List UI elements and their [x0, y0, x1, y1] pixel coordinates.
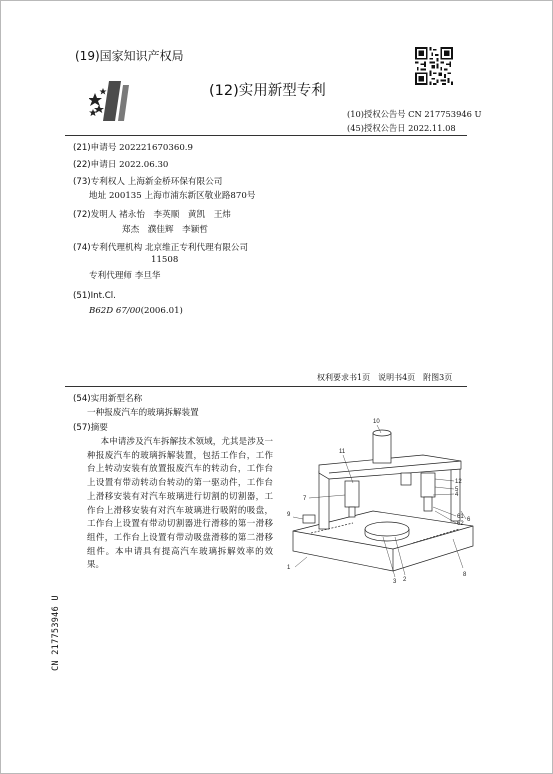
- publication-info: [347, 107, 482, 135]
- patentee-field: [73, 175, 222, 187]
- header-divider: [65, 135, 467, 136]
- utility-model-title: 一种报废汽车的玻璃拆解装置: [87, 408, 199, 418]
- field-label: (73)专利权人: [73, 177, 126, 187]
- inventors-field: [73, 208, 231, 220]
- field-label: (21)申请号: [73, 143, 117, 153]
- field-value: 褚永怡 李英顺 黄凯 王炜: [119, 210, 231, 220]
- field-label: (57)摘要: [73, 423, 108, 433]
- agency-field: [73, 241, 248, 253]
- figure-label-6: 6: [467, 517, 471, 523]
- field-value: 202221670360.9: [119, 143, 193, 153]
- doc-type-title: (12)实用新型专利: [209, 83, 326, 99]
- field-label: 地址: [89, 191, 107, 201]
- title-label: [73, 392, 142, 404]
- abstract-label: [73, 421, 108, 433]
- figure-label-61: 61: [457, 514, 464, 520]
- device-drawing: [283, 411, 483, 586]
- field-label: (72)发明人: [73, 210, 117, 220]
- int-cl-field: [73, 291, 116, 301]
- field-value: 2022.06.30: [119, 160, 169, 170]
- biblio-divider: [65, 386, 467, 387]
- figure-label-10: 10: [373, 419, 380, 425]
- field-value: 北京维正专利代理有限公司: [144, 243, 249, 253]
- agency-code: 11508: [151, 255, 179, 265]
- figure-label-9: 9: [287, 512, 291, 518]
- field-value: 200135 上海市浦东新区敬业路870号: [108, 191, 256, 201]
- classification-code: B62D 67/00: [89, 306, 141, 316]
- figure-label-2: 2: [403, 577, 407, 583]
- figure-label-8: 8: [463, 572, 467, 578]
- agent-field: [89, 269, 161, 281]
- abstract-paragraph: 本申请涉及汽车拆解技术领域，尤其是涉及一种报废汽车的玻璃拆解装置，包括工作台，工作台上转动安装有放置报废汽车的转动台，工作台上设置有带动转动台转动的第一驱动件，工作台上滑移安装有对汽车玻璃进行切割的切割器，工作台上滑移安装有对汽车玻璃进行吸附的吸盘，工作台上设置有带动切割器进行滑移的第一滑移组件，工作台上设置有带动吸盘滑移的第二滑移组件。本申请具有提高汽车玻璃拆解效率的效果。: [87, 437, 273, 571]
- figure-label-62: 62: [457, 521, 464, 527]
- qr-code-icon: [415, 47, 453, 85]
- cnipa-logo-icon: [89, 79, 135, 123]
- pages-summary: 权利要求书1页 说明书4页 附图3页: [317, 373, 453, 382]
- field-label: 专利代理师: [89, 271, 132, 281]
- publication-number: (10)授权公告号 CN 217753946 U: [347, 109, 482, 119]
- field-value: 李旦华: [134, 271, 161, 281]
- figure-label-11: 11: [339, 449, 346, 455]
- field-label: (22)申请日: [73, 160, 117, 170]
- publication-date: (45)授权公告日 2022.11.08: [347, 123, 456, 133]
- figure-label-7: 7: [303, 496, 307, 502]
- figure-label-5: 5: [455, 487, 459, 493]
- application-number-field: [73, 141, 193, 153]
- field-label: (51)Int.Cl.: [73, 291, 116, 301]
- abstract-body: [87, 436, 273, 573]
- inventors-line2: 郑杰 濮佳辉 李颖哲: [122, 225, 208, 235]
- address-field: [89, 189, 255, 201]
- classification-version: (2006.01): [140, 306, 183, 316]
- figure-label-1: 1: [287, 565, 291, 571]
- field-label: (74)专利代理机构: [73, 243, 143, 253]
- int-cl-value: [89, 306, 183, 316]
- field-label: (54)实用新型名称: [73, 394, 143, 404]
- office-header: (19)国家知识产权局: [75, 49, 184, 63]
- figure-label-3: 3: [393, 579, 397, 585]
- application-date-field: [73, 158, 168, 170]
- side-publication-number: CN 217753946 U: [51, 595, 61, 671]
- field-value: 上海新金桥环保有限公司: [127, 177, 223, 187]
- figure-label-12: 12: [455, 479, 462, 485]
- figure-label-4: 4: [455, 492, 459, 498]
